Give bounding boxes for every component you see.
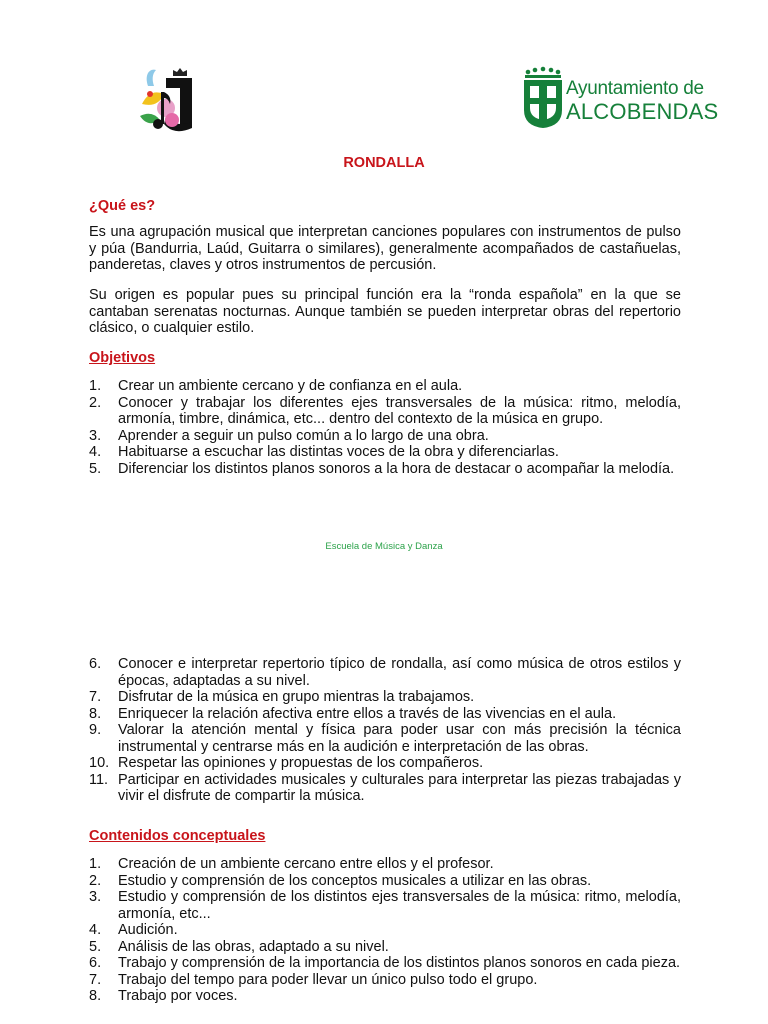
list-item xyxy=(89,755,681,772)
list-item-text: Crear un ambiente cercano y de confianza en el aula. xyxy=(118,378,463,394)
ayuntamiento-logo xyxy=(522,66,719,130)
list-item xyxy=(89,955,681,972)
list-item-number: 8. xyxy=(89,988,102,1004)
list-item xyxy=(89,722,681,755)
list-item xyxy=(89,395,681,428)
list-item-text: Enriquecer la relación afectiva entre ellos a través de las vivencias en el aula. xyxy=(118,705,617,722)
list-item-text: Disfrutar de la música en grupo mientras la trabajamos. xyxy=(118,689,475,705)
list-item-text: Aprender a seguir un pulso común a lo largo de una obra. xyxy=(118,427,489,444)
objetivos-list-page1 xyxy=(89,378,681,477)
school-footer-note: Escuela de Música y Danza xyxy=(325,541,443,552)
list-item xyxy=(89,656,681,689)
list-item-text: Diferenciar los distintos planos sonoros a la hora de destacar o acompañar la melodía. xyxy=(118,460,675,477)
list-item xyxy=(89,689,681,706)
list-item-number: 4. xyxy=(89,922,102,938)
list-item xyxy=(89,706,681,723)
list-item-text: Conocer e interpretar repertorio típico de rondalla, así como música de otros estilos y épocas, adaptadas a su nivel. xyxy=(118,656,681,689)
list-item-number: 3. xyxy=(89,427,102,444)
list-item-number: 5. xyxy=(89,460,102,477)
list-item xyxy=(89,856,681,873)
list-item-text: Estudio y comprensión de los conceptos musicales a utilizar en las obras. xyxy=(118,872,592,889)
list-item-text: Respetar las opiniones y propuestas de los compañeros. xyxy=(118,755,484,771)
list-item-number: 1. xyxy=(89,856,102,872)
list-item xyxy=(89,461,681,478)
list-item-number: 8. xyxy=(89,705,102,722)
list-item xyxy=(89,444,681,461)
music-dance-school-logo xyxy=(136,64,198,136)
list-item-text: Trabajo y comprensión de la importancia de los distintos planos sonoros en cada pieza. xyxy=(118,955,681,971)
heading-objetivos: Objetivos xyxy=(89,350,156,366)
list-item xyxy=(89,972,681,989)
list-item-text: Conocer y trabajar los diferentes ejes transversales de la música: ritmo, melodía, armonía, timbre, dinámica, etc... dentro del contexto de la música en grupo. xyxy=(118,394,681,427)
list-item-number: 2. xyxy=(89,872,102,889)
list-item-text: Estudio y comprensión de los distintos ejes transversales de la música: ritmo, melodía, armonía, etc... xyxy=(118,889,681,922)
list-item-text: Trabajo del tempo para poder llevar un único pulso todo el grupo. xyxy=(118,971,538,988)
ayuntamiento-line2: ALCOBENDAS xyxy=(566,99,719,124)
contenidos-list xyxy=(89,856,681,1005)
ayuntamiento-line1: Ayuntamiento de xyxy=(566,78,704,99)
list-item-number: 1. xyxy=(89,378,102,394)
list-item-text: Creación de un ambiente cercano entre ellos y el profesor. xyxy=(118,856,494,872)
list-item xyxy=(89,939,681,956)
list-item-number: 10. xyxy=(89,755,110,771)
heading-contenidos: Contenidos conceptuales xyxy=(89,828,266,844)
list-item xyxy=(89,428,681,445)
list-item xyxy=(89,988,681,1005)
list-item-number: 4. xyxy=(89,444,102,460)
list-item-text: Análisis de las obras, adaptado a su nivel. xyxy=(118,938,389,955)
list-item-text: Audición. xyxy=(118,922,178,938)
heading-que-es: ¿Qué es? xyxy=(89,198,156,214)
list-item-number: 7. xyxy=(89,689,102,705)
list-item-number: 9. xyxy=(89,722,102,738)
list-item-number: 6. xyxy=(89,656,102,672)
list-item-number: 6. xyxy=(89,955,102,971)
list-item-text: Trabajo por voces. xyxy=(118,988,238,1004)
list-item xyxy=(89,772,681,805)
paragraph-definition: Es una agrupación musical que interpretan canciones populares con instrumentos de pulso y púa (Bandurria, Laúd, Guitarra o similares), generalmente acompañados de castañuelas, panderetas, claves y otros instrumentos de percusión. xyxy=(89,224,681,273)
list-item-number: 5. xyxy=(89,938,102,955)
ayuntamiento-crest-icon xyxy=(522,66,564,130)
list-item-number: 7. xyxy=(89,971,102,988)
list-item xyxy=(89,889,681,922)
list-item-number: 2. xyxy=(89,394,102,411)
list-item-text: Habituarse a escuchar las distintas voces de la obra y diferenciarlas. xyxy=(118,444,559,460)
ayuntamiento-wordmark xyxy=(566,78,719,124)
list-item xyxy=(89,922,681,939)
list-item-text: Participar en actividades musicales y culturales para interpretar las piezas trabajadas y vivir el disfrute de compartir la música. xyxy=(118,771,681,804)
objetivos-list-page2 xyxy=(89,656,681,805)
list-item-number: 11. xyxy=(89,771,109,788)
list-item xyxy=(89,378,681,395)
page-title: RONDALLA xyxy=(343,155,425,171)
paragraph-origin: Su origen es popular pues su principal función era la “ronda española” en la que se cantaban serenatas nocturnas. Aunque también se pueden interpretar obras del repertorio clásico, o cualquier estilo. xyxy=(89,287,681,336)
list-item-text: Valorar la atención mental y física para poder usar con más precisión la técnica instrumental y centrarse más en la audición e interpretación de las obras. xyxy=(118,722,681,755)
list-item xyxy=(89,873,681,890)
list-item-number: 3. xyxy=(89,889,102,905)
